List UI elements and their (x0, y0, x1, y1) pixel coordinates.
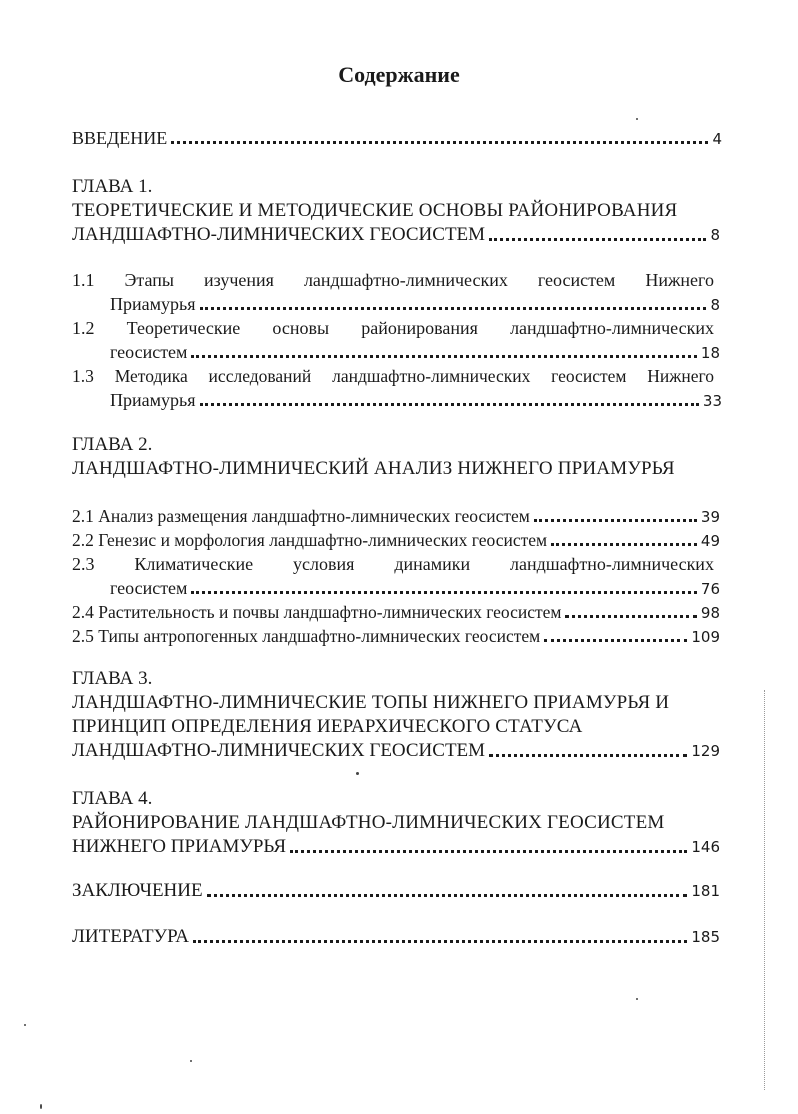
chapter-4-title-line2: НИЖНЕГО ПРИАМУРЬЯ (72, 836, 286, 857)
toc-entry-chapter-4 (72, 836, 720, 858)
scan-edge-mark (764, 690, 765, 1090)
chapter-3-title-line1: ЛАНДШАФТНО-ЛИМНИЧЕСКИЕ ТОПЫ НИЖНЕГО ПРИАМУРЬЯ И (72, 692, 670, 713)
chapter-3-title-line2: ПРИНЦИП ОПРЕДЕЛЕНИЯ ИЕРАРХИЧЕСКОГО СТАТУСА (72, 716, 583, 737)
toc-text-word: условия (293, 554, 355, 574)
toc-entry-2-1 (72, 506, 720, 527)
scan-speck (24, 1024, 26, 1026)
toc-page-number: 8 (710, 296, 720, 314)
toc-entry-label: ЗАКЛЮЧЕНИЕ (72, 880, 203, 901)
toc-entry-1-3-cont (110, 390, 722, 411)
page-title: Содержание (338, 62, 460, 87)
toc-entry-1-3 (72, 366, 714, 387)
scan-speck (636, 118, 638, 120)
chapter-3-title-line3: ЛАНДШАФТНО-ЛИМНИЧЕСКИХ ГЕОСИСТЕМ (72, 740, 486, 761)
toc-entry-label: 2.4 Растительность и почвы ландшафтно-лимнических геосистем (72, 602, 562, 622)
toc-entry-label: геосистем (110, 578, 188, 598)
dot-leader (565, 615, 696, 618)
dot-leader (193, 940, 687, 943)
scan-speck (40, 1104, 42, 1109)
toc-page-number: 76 (700, 580, 720, 598)
toc-text-word: изучения (203, 270, 274, 290)
toc-text-word: 2.3 (72, 554, 95, 574)
chapter-4-title-line1: РАЙОНИРОВАНИЕ ЛАНДШАФТНО-ЛИМНИЧЕСКИХ ГЕОСИСТЕМ (72, 812, 665, 833)
toc-text-word: ландшафтно-лимнических (510, 318, 714, 338)
toc-text-word: Этапы (124, 270, 174, 290)
toc-entry-chapter-1 (72, 224, 720, 246)
toc-page-number: 18 (700, 344, 720, 362)
toc-entry-label: ЛИТЕРАТУРА (72, 926, 189, 947)
chapter-2-label: ГЛАВА 2. (72, 434, 153, 455)
toc-entry-label: ВВЕДЕНИЕ (72, 128, 168, 148)
toc-entry-1-2-cont (110, 342, 720, 363)
toc-page-number: 146 (691, 838, 720, 856)
chapter-1-label: ГЛАВА 1. (72, 176, 153, 197)
toc-entry-conclusion (72, 880, 720, 902)
toc-entry-1-1 (72, 270, 714, 291)
chapter-1-title-line2: ЛАНДШАФТНО-ЛИМНИЧЕСКИХ ГЕОСИСТЕМ (72, 224, 486, 245)
toc-text-word: районирования (361, 318, 478, 338)
dot-leader (489, 754, 687, 757)
toc-page-number: 98 (700, 604, 720, 622)
dot-leader (200, 403, 699, 406)
toc-entry-literature (72, 926, 720, 948)
toc-entry-2-2 (72, 530, 720, 551)
chapter-1-title-line1: ТЕОРЕТИЧЕСКИЕ И МЕТОДИЧЕСКИЕ ОСНОВЫ РАЙОНИРОВАНИЯ (72, 200, 678, 221)
toc-text-word: ландшафтно-лимнических (510, 554, 714, 574)
toc-text-word: Теоретические (126, 318, 241, 338)
toc-text-word: динамики (394, 554, 471, 574)
toc-entry-label: 1.3 Методика исследований ландшафтно-лимнических геосистем Нижнего (72, 366, 714, 386)
toc-entry-label: Приамурья (110, 294, 196, 314)
toc-entry-2-3-cont (110, 578, 720, 599)
chapter-2-title: ЛАНДШАФТНО-ЛИМНИЧЕСКИЙ АНАЛИЗ НИЖНЕГО ПРИАМУРЬЯ (72, 458, 675, 479)
toc-entry-label: геосистем (110, 342, 188, 362)
toc-page-number: 8 (710, 226, 720, 244)
toc-text-word: 1.2 (72, 318, 95, 338)
toc-text-word: Климатические (134, 554, 254, 574)
chapter-3-label: ГЛАВА 3. (72, 668, 153, 689)
toc-page-number: 181 (691, 882, 720, 900)
scan-speck (190, 1060, 192, 1062)
scan-speck (636, 998, 638, 1000)
dot-leader (290, 850, 687, 853)
scan-speck (356, 772, 359, 775)
dot-leader (534, 519, 697, 522)
dot-leader (207, 894, 688, 897)
dot-leader (191, 591, 696, 594)
toc-text-word: 1.1 (72, 270, 95, 290)
toc-entry-2-5 (72, 626, 720, 647)
dot-leader (191, 355, 696, 358)
dot-leader (544, 639, 687, 642)
toc-entry-2-4 (72, 602, 720, 623)
toc-entry-label: 2.5 Типы антропогенных ландшафтно-лимнических геосистем (72, 626, 541, 646)
toc-entry-label: 2.1 Анализ размещения ландшафтно-лимнических геосистем (72, 506, 530, 526)
toc-page-number: 129 (691, 742, 720, 760)
toc-entry-1-2 (72, 318, 714, 339)
toc-text-word: геосистем (537, 270, 616, 290)
chapter-4-label: ГЛАВА 4. (72, 788, 153, 809)
toc-entry-chapter-3 (72, 740, 720, 762)
toc-entry-2-3 (72, 554, 714, 575)
dot-leader (489, 238, 706, 241)
toc-entry-intro (72, 128, 722, 149)
toc-page-number: 185 (691, 928, 720, 946)
toc-page-number: 39 (700, 508, 720, 526)
toc-entry-1-1-cont (110, 294, 720, 315)
toc-entry-label: 2.2 Генезис и морфология ландшафтно-лимнических геосистем (72, 530, 548, 550)
toc-page-number: 4 (712, 130, 722, 148)
toc-page-number: 49 (700, 532, 720, 550)
toc-page-number: 33 (702, 392, 722, 410)
toc-entry-label: Приамурья (110, 390, 196, 410)
dot-leader (171, 141, 708, 144)
toc-text-word: основы (272, 318, 330, 338)
dot-leader (200, 307, 707, 310)
dot-leader (551, 543, 697, 546)
toc-text-word: Нижнего (645, 270, 714, 290)
toc-text-word: ландшафтно-лимнических (303, 270, 508, 290)
toc-page-number: 109 (691, 628, 720, 646)
